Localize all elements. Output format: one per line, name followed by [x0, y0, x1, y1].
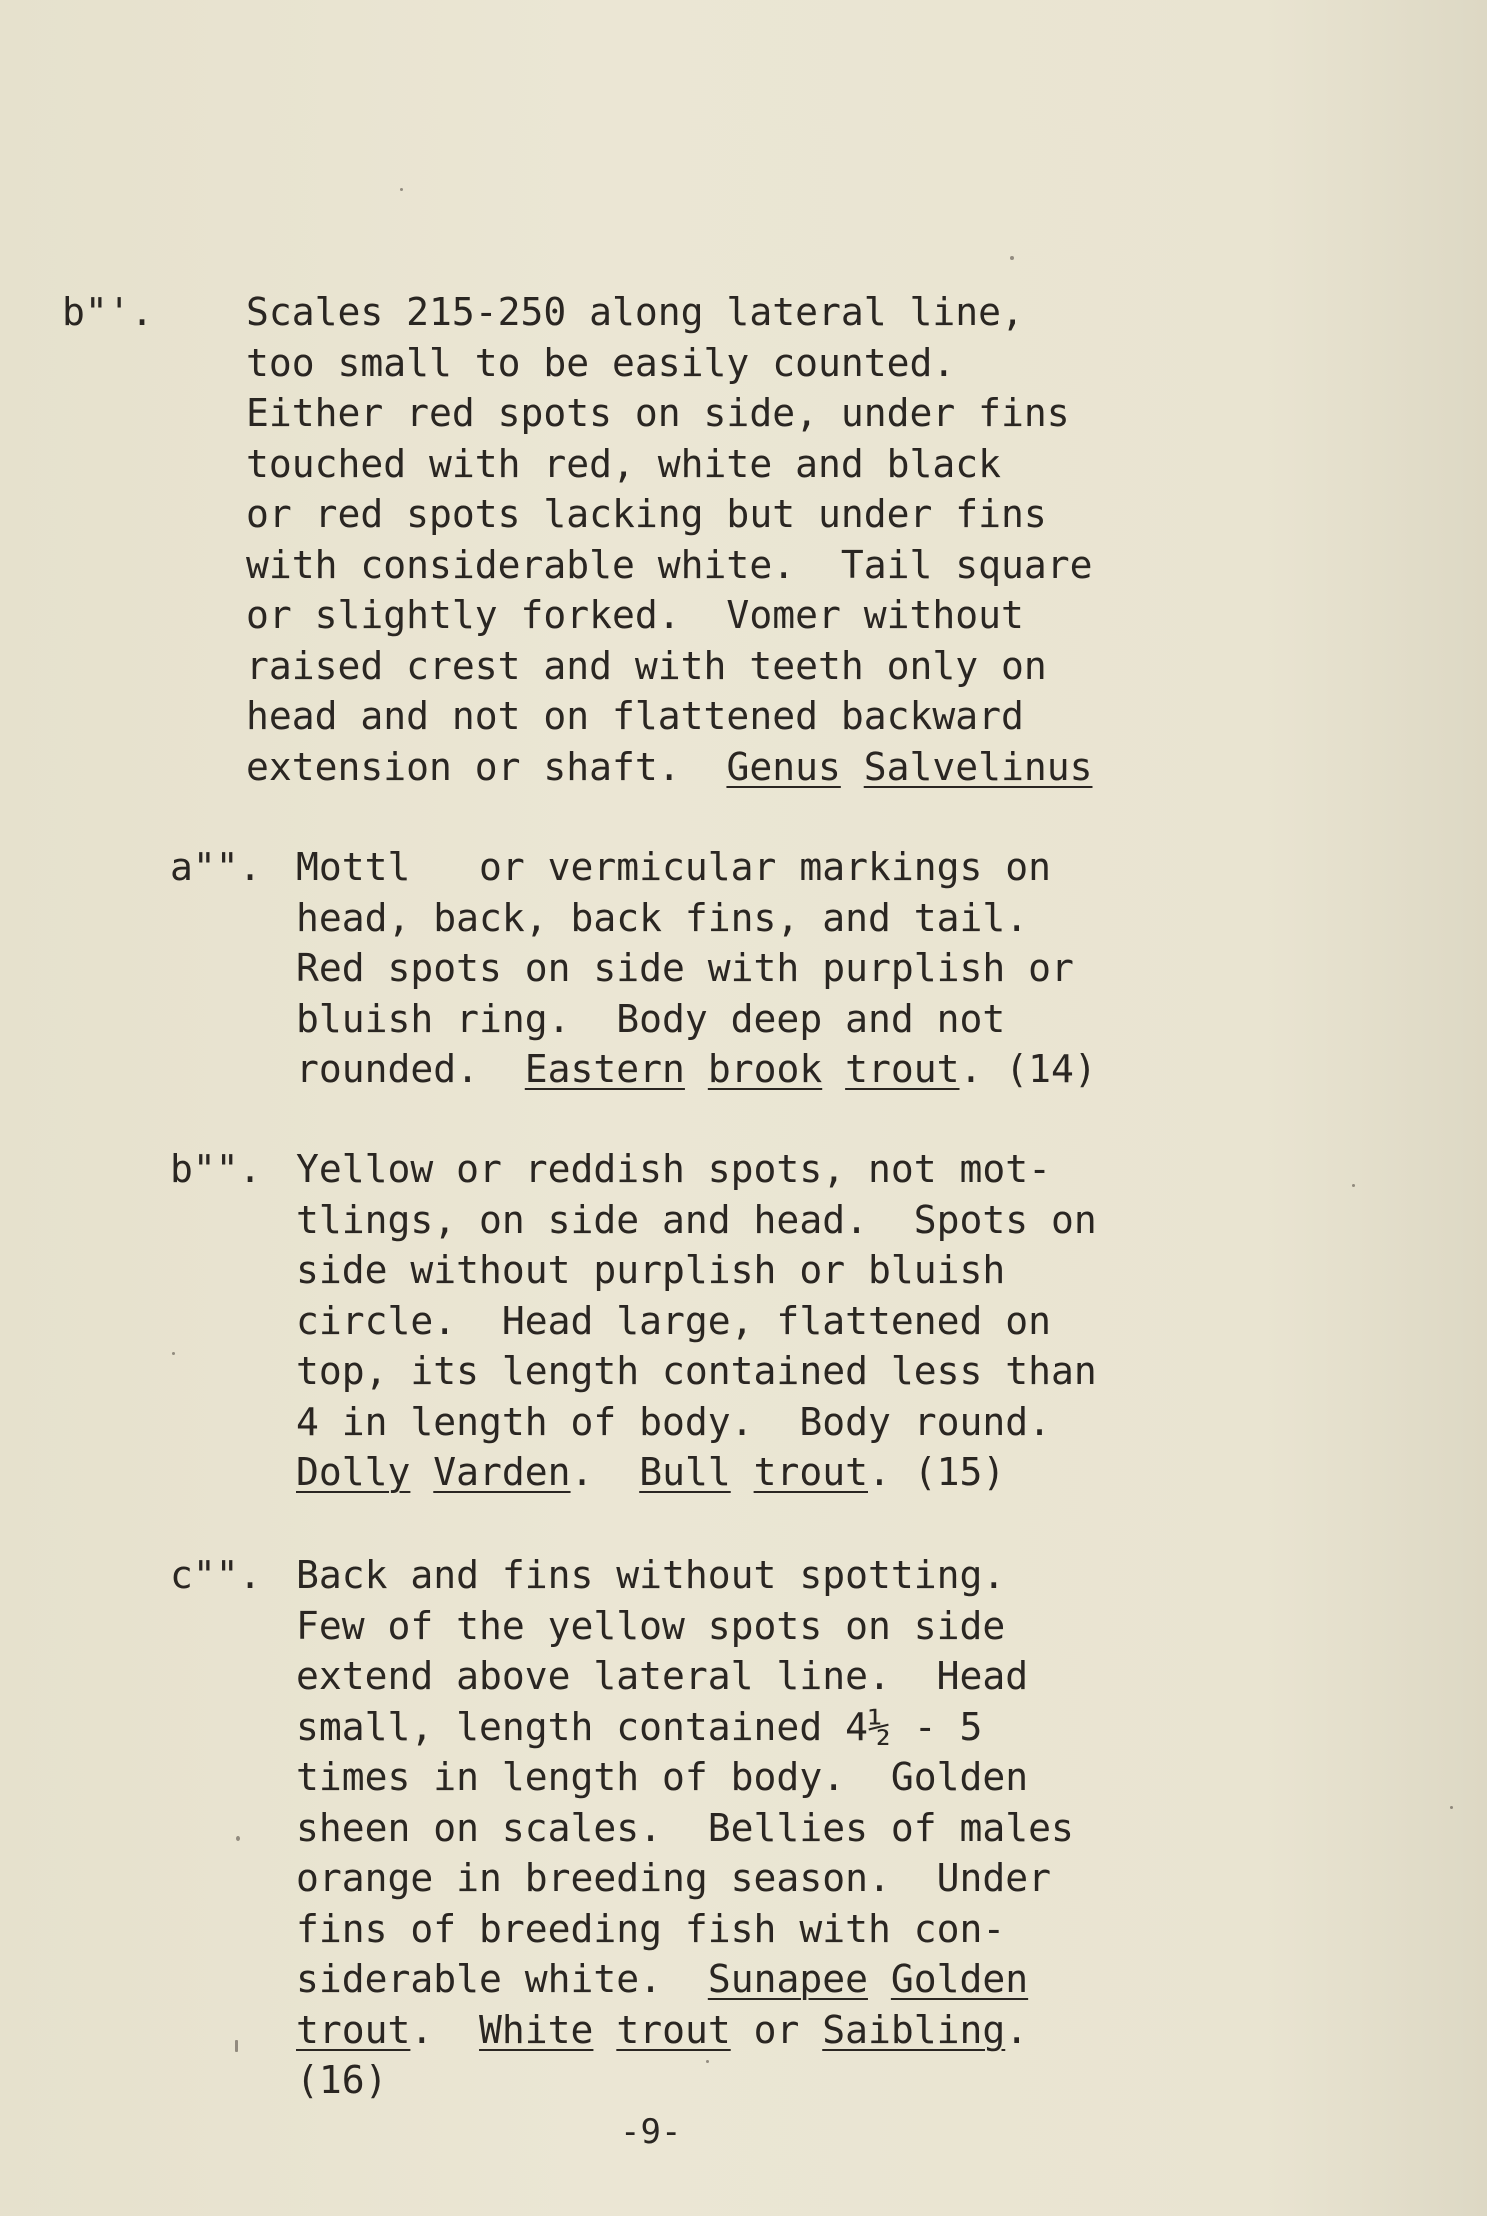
paper-speck — [1450, 1806, 1453, 1809]
text-run: too small to be easily counted. — [246, 340, 956, 385]
text-line — [246, 742, 1093, 793]
text-run: extension or shaft. — [246, 744, 727, 789]
underlined-term: Saibling — [822, 2007, 1006, 2052]
underlined-term: Salvelinus — [863, 744, 1093, 789]
page-number: -9- — [620, 2112, 682, 2152]
text-line — [296, 1651, 1074, 1702]
text-run: Red spots on side with purplish or — [296, 946, 1074, 990]
text-run: Few of the yellow spots on side — [296, 1603, 1006, 1648]
text-line — [246, 388, 1093, 439]
underlined-term: Eastern — [524, 1047, 685, 1091]
text-run: rounded. — [296, 1047, 525, 1091]
text-run: touched with red, white and black — [246, 441, 1001, 486]
text-run: . (14) — [959, 1047, 1097, 1091]
text-line — [296, 1904, 1074, 1955]
text-line — [296, 1144, 1097, 1195]
text-run: circle. Head large, flattened on — [296, 1298, 1051, 1343]
text-run: . — [410, 2007, 480, 2052]
underlined-term: Sunapee — [707, 1957, 868, 2001]
text-line — [296, 1702, 1074, 1753]
underlined-term: Varden — [433, 1450, 571, 1494]
underlined-term: Golden — [890, 1957, 1029, 2001]
text-run: side without purplish or bluish — [296, 1248, 1006, 1292]
paper-speck — [172, 1352, 175, 1355]
text-run: Back and fins without spotting. — [296, 1553, 1006, 1597]
text-run: . (15) — [868, 1450, 1006, 1494]
text-line — [296, 1296, 1097, 1347]
text-run — [841, 745, 864, 789]
text-run — [868, 1957, 891, 2001]
key-description — [246, 287, 1093, 792]
text-line — [296, 943, 1097, 994]
text-run: 4 in length of body. Body round. — [296, 1399, 1051, 1444]
text-line — [296, 1752, 1074, 1803]
text-run: top, its length contained less than — [296, 1349, 1097, 1393]
text-line — [246, 287, 1093, 338]
text-line — [296, 893, 1097, 944]
text-line — [296, 842, 1097, 893]
key-label: b"'. — [62, 290, 154, 334]
text-line — [296, 2005, 1074, 2056]
text-line — [296, 1245, 1097, 1296]
text-run: . — [570, 1450, 640, 1494]
paper-speck — [235, 2040, 238, 2052]
text-run: Yellow or reddish spots, not mot- — [296, 1147, 1051, 1191]
text-line — [296, 1044, 1097, 1095]
text-run: orange in breeding season. Under — [296, 1856, 1051, 1900]
text-run: Mottl or vermicular markings on — [296, 845, 1051, 889]
underlined-term: trout — [753, 1450, 868, 1494]
key-description — [296, 842, 1097, 1095]
underlined-term: Dolly — [296, 1450, 411, 1494]
text-line — [296, 1803, 1074, 1854]
text-run: siderable white. — [296, 1957, 708, 2001]
text-line — [296, 1447, 1097, 1498]
text-run — [685, 1047, 708, 1091]
text-run: or red spots lacking but under fins — [246, 492, 1047, 536]
text-run: raised crest and with teeth only on — [246, 643, 1047, 688]
text-line — [296, 1853, 1074, 1904]
text-line — [246, 338, 1093, 389]
underlined-term: Bull — [639, 1450, 731, 1494]
text-run — [593, 2008, 616, 2052]
paper-speck — [1352, 1184, 1355, 1187]
text-run: fins of breeding fish with con- — [296, 1906, 1006, 1951]
text-line — [296, 1346, 1097, 1397]
text-line — [296, 1550, 1074, 1601]
text-line — [246, 489, 1093, 540]
text-run: Either red spots on side, under fins — [246, 391, 1070, 435]
paper-speck — [1010, 256, 1014, 260]
text-run: head and not on flattened backward — [246, 694, 1024, 738]
key-label: c"". — [170, 1553, 262, 1597]
key-label: a"". — [170, 845, 262, 889]
text-line — [246, 439, 1093, 490]
text-line — [246, 590, 1093, 641]
text-run: head, back, back fins, and tail. — [296, 895, 1029, 940]
text-run: small, length contained 4½ - 5 — [296, 1704, 983, 1749]
text-line — [296, 1195, 1097, 1246]
text-run: (16) — [296, 2058, 388, 2102]
underlined-term: trout — [616, 2007, 731, 2052]
text-run: bluish ring. Body deep and not — [296, 996, 1006, 1041]
text-run: tlings, on side and head. Spots on — [296, 1197, 1097, 1242]
underlined-term: White — [479, 2007, 594, 2052]
underlined-term: Genus — [726, 744, 841, 789]
text-run: Scales 215-250 along lateral line, — [246, 290, 1024, 334]
key-description — [296, 1144, 1097, 1498]
text-run: or — [730, 2007, 823, 2052]
text-run: with considerable white. Tail square — [246, 542, 1093, 587]
paper-speck — [236, 1836, 240, 1841]
text-line — [296, 994, 1097, 1045]
underlined-term: brook — [707, 1047, 823, 1091]
text-run: extend above lateral line. Head — [296, 1654, 1029, 1698]
text-line — [246, 641, 1093, 692]
text-line — [296, 2055, 1074, 2106]
text-run: times in length of body. Golden — [296, 1755, 1029, 1799]
paper-speck — [706, 2060, 709, 2063]
text-line — [246, 540, 1093, 591]
text-run — [731, 1450, 754, 1494]
text-line — [296, 1397, 1097, 1448]
key-description — [296, 1550, 1074, 2106]
text-run: . — [1005, 2007, 1029, 2052]
text-run — [410, 1450, 433, 1494]
text-line — [246, 691, 1093, 742]
underlined-term: trout — [845, 1047, 960, 1091]
text-run: or slightly forked. Vomer without — [246, 593, 1024, 637]
text-run — [822, 1047, 845, 1091]
text-run: sheen on scales. Bellies of males — [296, 1805, 1074, 1850]
text-line — [296, 1601, 1074, 1652]
paper-speck — [400, 188, 403, 191]
key-label: b"". — [170, 1147, 262, 1191]
text-line — [296, 1954, 1074, 2005]
underlined-term: trout — [296, 2007, 411, 2052]
